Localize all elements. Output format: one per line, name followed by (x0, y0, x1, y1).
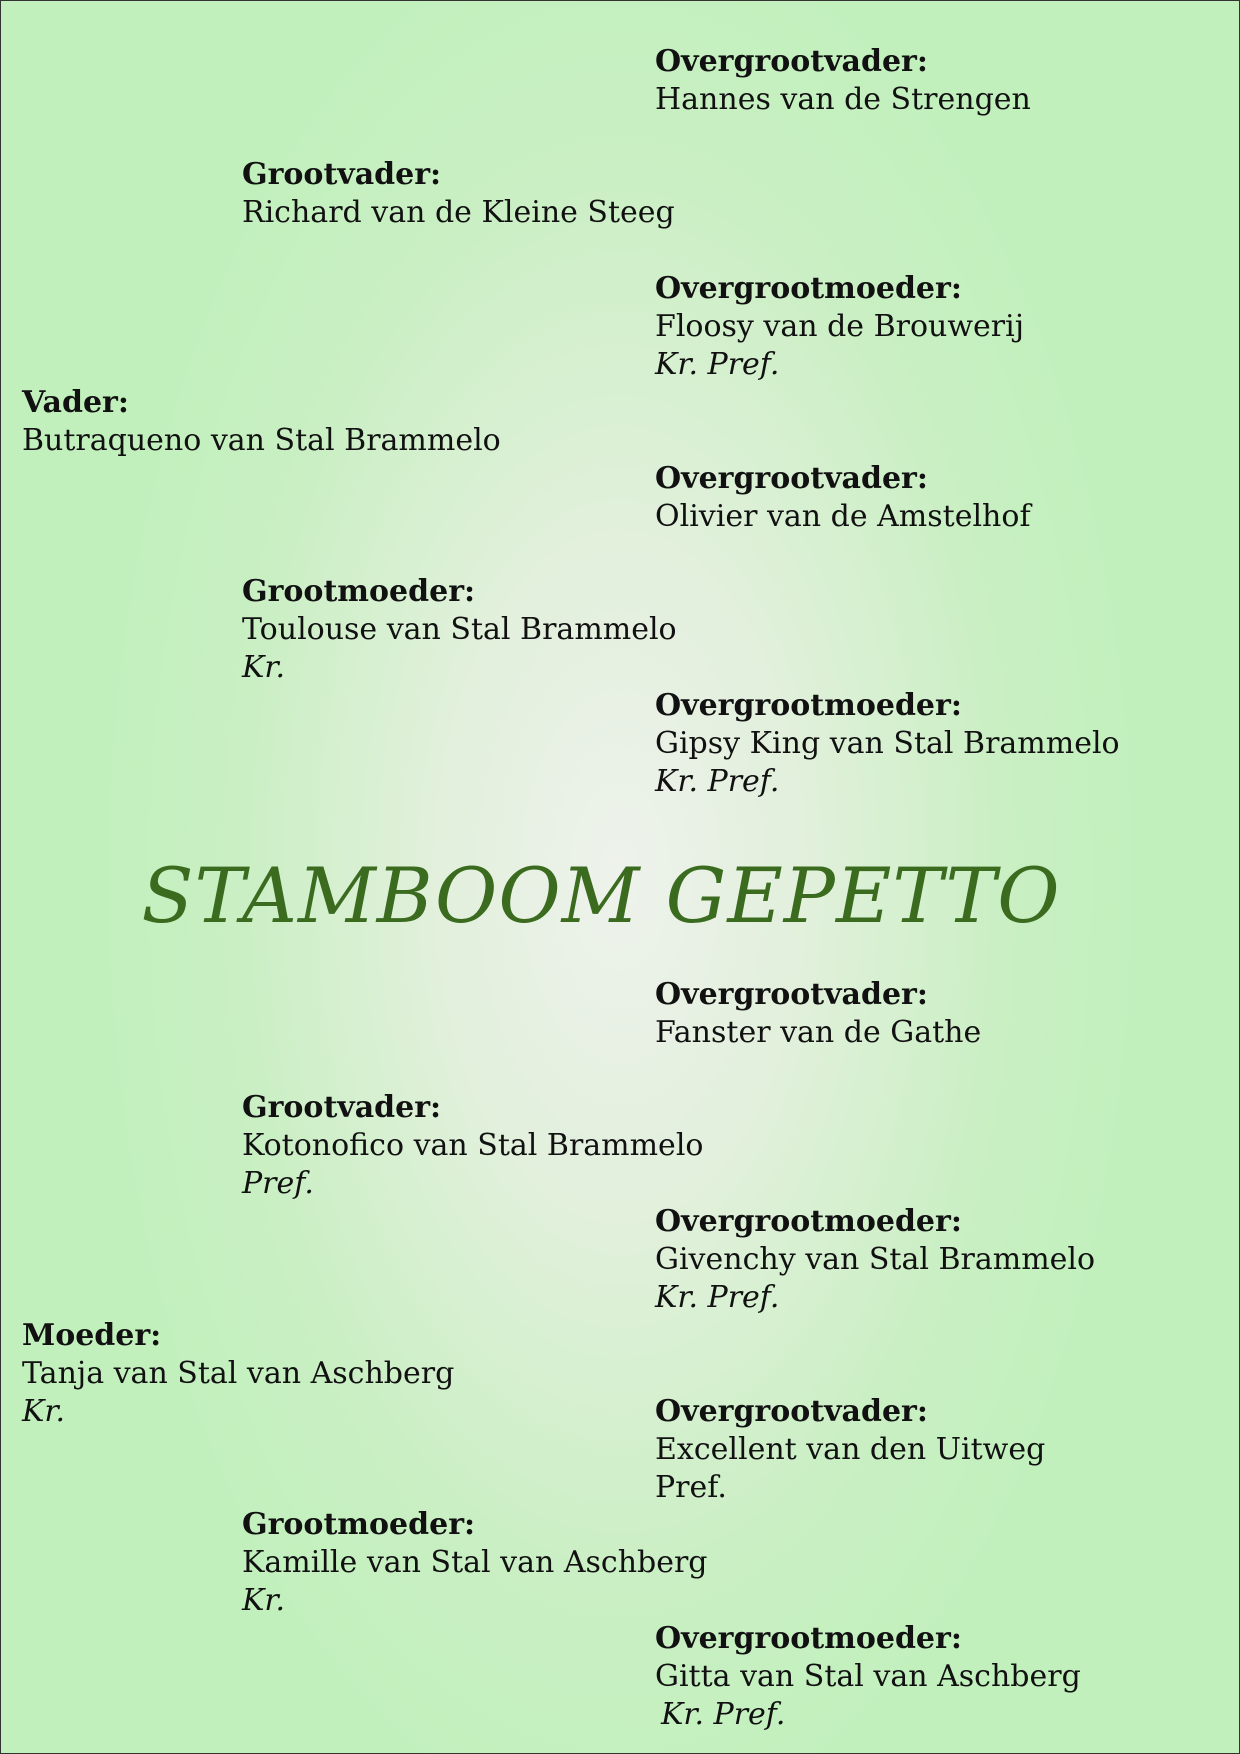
horse-predicate: Kr. Pref. (655, 347, 780, 382)
horse-name: Toulouse van Stal Brammelo (242, 612, 677, 647)
sire-great-grandfather-1 (655, 43, 1031, 119)
role-label: Overgrootmoeder: (655, 1204, 962, 1239)
horse-name: Excellent van den Uitweg (655, 1432, 1046, 1467)
horse-predicate: Kr. (242, 1583, 285, 1618)
horse-name: Richard van de Kleine Steeg (242, 195, 675, 230)
horse-name: Tanja van Stal van Aschberg (22, 1356, 455, 1391)
horse-predicate: Kr. Pref. (655, 764, 780, 799)
role-label: Overgrootmoeder: (655, 688, 962, 723)
sire-grandfather (242, 156, 675, 232)
page-title: STAMBOOM GEPETTO (141, 851, 1061, 940)
dam-great-grandfather-1 (655, 976, 981, 1052)
role-label: Grootmoeder: (242, 1507, 476, 1542)
role-label: Overgrootmoeder: (655, 1621, 962, 1656)
role-label: Overgrootmoeder: (655, 271, 962, 306)
horse-name: Givenchy van Stal Brammelo (655, 1242, 1096, 1277)
sire-great-grandmother-2 (655, 687, 1120, 801)
dam-great-grandfather-2 (655, 1393, 1045, 1507)
father (22, 384, 501, 460)
dam-great-grandmother-1 (655, 1203, 1095, 1317)
role-label: Grootmoeder: (242, 574, 476, 609)
horse-name: Gipsy King van Stal Brammelo (655, 726, 1120, 761)
dam-grandfather (242, 1089, 703, 1203)
horse-predicate: Kr. Pref. (661, 1697, 786, 1732)
horse-name: Kotonofico van Stal Brammelo (242, 1128, 704, 1163)
sire-great-grandmother-1 (655, 270, 1024, 384)
horse-name: Kamille van Stal van Aschberg (242, 1545, 708, 1580)
dam-great-grandmother-2 (655, 1620, 1081, 1734)
horse-predicate: Pref. (242, 1166, 314, 1201)
horse-name: Olivier van de Amstelhof (655, 499, 1031, 534)
role-label: Vader: (22, 385, 129, 420)
role-label: Grootvader: (242, 157, 442, 192)
sire-great-grandfather-2 (655, 460, 1031, 536)
role-label: Overgrootvader: (655, 44, 928, 79)
horse-name: Floosy van de Brouwerij (655, 309, 1025, 344)
horse-predicate: Kr. (22, 1394, 65, 1429)
role-label: Moeder: (22, 1318, 162, 1353)
role-label: Overgrootvader: (655, 461, 928, 496)
sire-grandmother (242, 573, 677, 687)
dam-grandmother (242, 1506, 708, 1620)
mother (22, 1317, 454, 1431)
horse-predicate: Pref. (655, 1470, 727, 1505)
horse-name: Hannes van de Strengen (655, 82, 1031, 117)
horse-name: Fanster van de Gathe (655, 1015, 982, 1050)
role-label: Grootvader: (242, 1090, 442, 1125)
horse-predicate: Kr. Pref. (655, 1280, 780, 1315)
horse-predicate: Kr. (242, 650, 285, 685)
role-label: Overgrootvader: (655, 977, 928, 1012)
horse-name: Butraqueno van Stal Brammelo (22, 423, 501, 458)
horse-name: Gitta van Stal van Aschberg (655, 1659, 1081, 1694)
role-label: Overgrootvader: (655, 1394, 928, 1429)
